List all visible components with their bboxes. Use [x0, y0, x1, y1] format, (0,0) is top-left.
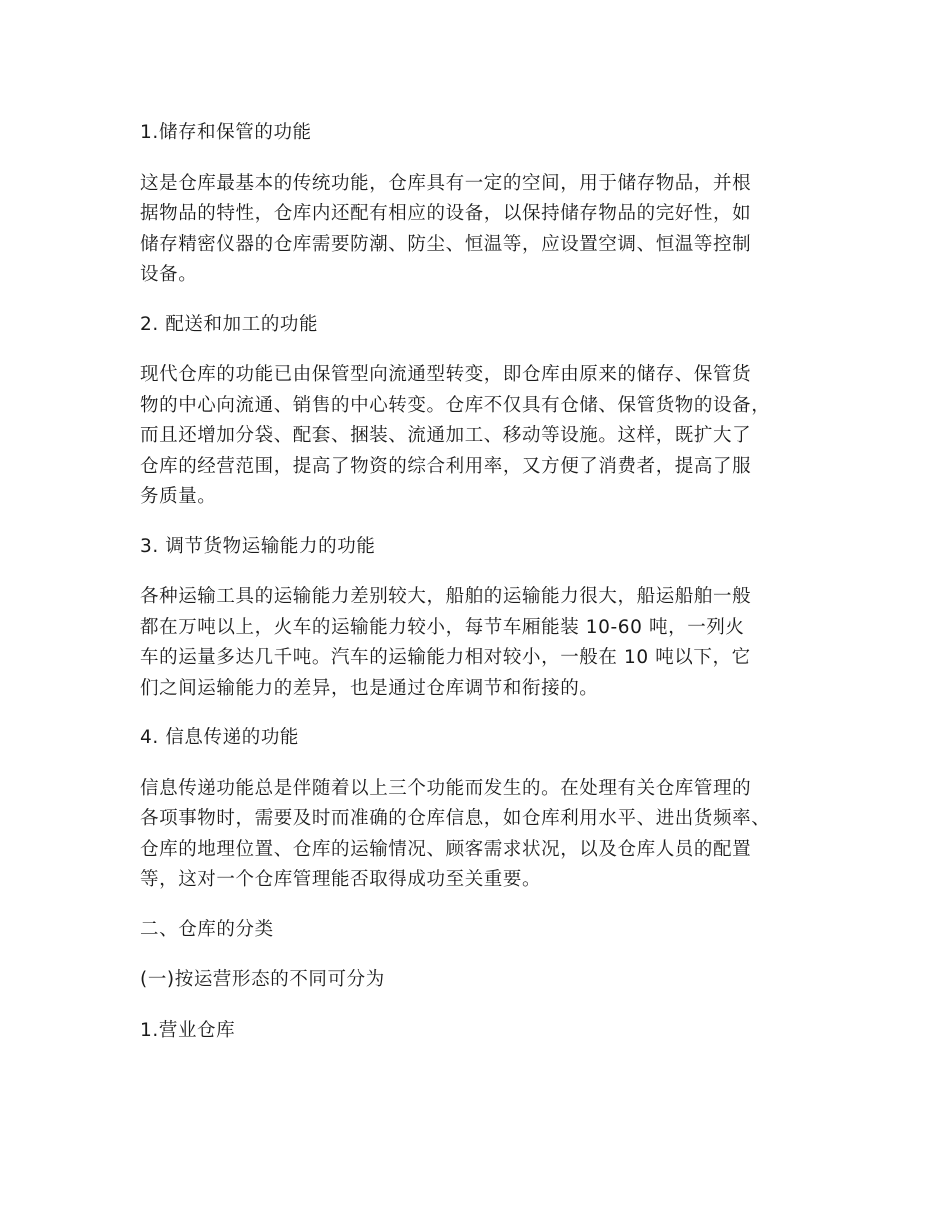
paragraph-line: 等，这对一个仓库管理能否取得成功至关重要。: [140, 869, 542, 890]
paragraph-line: 设备。: [140, 264, 198, 285]
paragraph-line: 仓库的经营范围，提高了物资的综合利用率，又方便了消费者，提高了服: [140, 455, 752, 477]
subsection-heading-operation-form: (一)按运营形态的不同可分为: [140, 969, 385, 990]
paragraph-line: 储存精密仪器的仓库需要防潮、防尘、恒温等，应设置空调、恒温等控制: [140, 233, 752, 255]
paragraph-information: [140, 774, 830, 896]
section-heading-information: 4. 信息传递的功能: [140, 727, 300, 748]
paragraph-line: 各项事物时，需要及时而准确的仓库信息，如仓库利用水平、进出货频率、: [140, 808, 771, 829]
document-page: [140, 118, 830, 1066]
paragraph-line: 信息传递功能总是伴随着以上三个功能而发生的。在处理有关仓库管理的: [140, 777, 752, 799]
paragraph-line: 仓库的地理位置、仓库的运输情况、顾客需求状况，以及仓库人员的配置: [140, 838, 752, 860]
paragraph-line: 而且还增加分袋、配套、捆装、流通加工、移动等设施。这样，既扩大了: [140, 425, 752, 446]
section-heading-storage: 1.储存和保管的功能: [140, 122, 312, 143]
section-heading-distribution: 2. 配送和加工的功能: [140, 313, 319, 335]
paragraph-line: 这是仓库最基本的传统功能，仓库具有一定的空间，用于储存物品，并根: [140, 172, 752, 194]
item-heading-commercial-warehouse: 1.营业仓库: [140, 1019, 236, 1041]
paragraph-line: 务质量。: [140, 486, 217, 507]
paragraph-line: 们之间运输能力的差异，也是通过仓库调节和衔接的。: [140, 677, 599, 699]
paragraph-line: 车的运量多达几千吨。汽车的运输能力相对较小，一般在 10 吨以下，它: [140, 647, 751, 668]
paragraph-line: 各种运输工具的运输能力差别较大，船舶的运输能力很大，船运船舶一般: [140, 586, 752, 607]
section-heading-transport: 3. 调节货物运输能力的功能: [140, 535, 376, 557]
paragraph-storage: [140, 169, 830, 291]
paragraph-distribution: [140, 360, 830, 513]
paragraph-line: 现代仓库的功能已由保管型向流通型转变，即仓库由原来的储存、保管货: [140, 364, 752, 385]
paragraph-line: 据物品的特性，仓库内还配有相应的设备，以保持储存物品的完好性，如: [140, 203, 752, 224]
paragraph-transport: [140, 582, 830, 704]
paragraph-line: 都在万吨以上，火车的运输能力较小，每节车厢能装 10-60 吨，一列火: [140, 616, 745, 638]
paragraph-line: 物的中心向流通、销售的中心转变。仓库不仅具有仓储、保管货物的设备，: [140, 394, 771, 416]
section-heading-classification: 二、仓库的分类: [140, 918, 274, 940]
